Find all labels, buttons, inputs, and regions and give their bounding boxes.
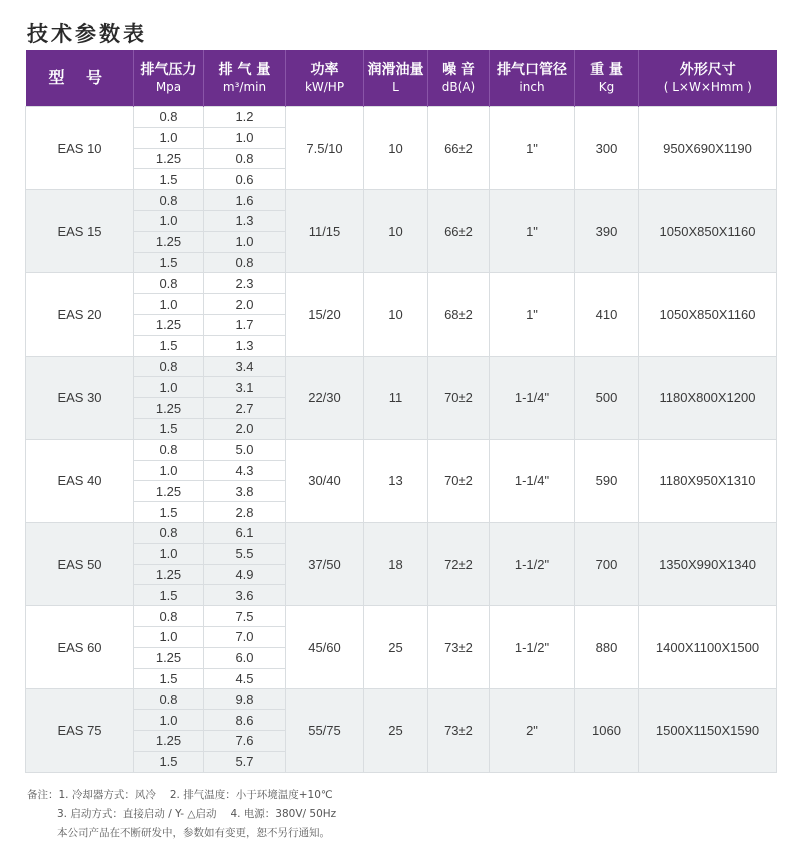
weight-cell: 590 — [575, 439, 639, 522]
table-row — [26, 606, 777, 627]
table-row — [26, 190, 777, 211]
pressure-cell: 1.25 — [134, 647, 204, 668]
note-disclaimer: 本公司产品在不断研发中，参数如有变更，恕不另行通知。 — [57, 827, 330, 839]
header-noise: 噪 音 dB(A) — [428, 50, 490, 107]
size-cell: 1350X990X1340 — [639, 522, 777, 605]
flow-cell: 2.3 — [204, 273, 286, 294]
size-cell: 1400X1100X1500 — [639, 606, 777, 689]
noise-cell: 70±2 — [428, 439, 490, 522]
outlet-cell: 1-1/4" — [490, 356, 575, 439]
header-row — [26, 50, 777, 107]
pressure-cell: 0.8 — [134, 190, 204, 211]
table-row — [26, 107, 777, 128]
flow-cell: 3.6 — [204, 585, 286, 606]
pressure-cell: 1.5 — [134, 751, 204, 772]
pressure-cell: 0.8 — [134, 356, 204, 377]
outlet-cell: 1-1/2" — [490, 522, 575, 605]
header-flow: 排 气 量 m³/min — [204, 50, 286, 107]
pressure-cell: 1.25 — [134, 314, 204, 335]
header-outlet: 排气口管径 inch — [490, 50, 575, 107]
weight-cell: 880 — [575, 606, 639, 689]
flow-cell: 2.0 — [204, 294, 286, 315]
pressure-cell: 1.25 — [134, 481, 204, 502]
weight-cell: 700 — [575, 522, 639, 605]
flow-cell: 9.8 — [204, 689, 286, 710]
flow-cell: 1.0 — [204, 127, 286, 148]
noise-cell: 70±2 — [428, 356, 490, 439]
pressure-cell: 0.8 — [134, 107, 204, 128]
weight-cell: 1060 — [575, 689, 639, 772]
header-oil: 润滑油量 L — [364, 50, 428, 107]
noise-cell: 66±2 — [428, 190, 490, 273]
power-cell: 30/40 — [286, 439, 364, 522]
size-cell: 1050X850X1160 — [639, 273, 777, 356]
flow-cell: 1.0 — [204, 231, 286, 252]
flow-cell: 7.0 — [204, 626, 286, 647]
noise-cell: 66±2 — [428, 107, 490, 190]
weight-cell: 300 — [575, 107, 639, 190]
pressure-cell: 1.0 — [134, 294, 204, 315]
pressure-cell: 1.5 — [134, 585, 204, 606]
flow-cell: 0.8 — [204, 148, 286, 169]
header-size: 外形尺寸 ( L×W×Hmm ) — [639, 50, 777, 107]
flow-cell: 0.8 — [204, 252, 286, 273]
pressure-cell: 0.8 — [134, 439, 204, 460]
page-title: 技术参数表 — [27, 22, 147, 46]
flow-cell: 5.5 — [204, 543, 286, 564]
pressure-cell: 0.8 — [134, 522, 204, 543]
oil-cell: 25 — [364, 689, 428, 772]
model-name: EAS 30 — [26, 356, 134, 439]
power-cell: 55/75 — [286, 689, 364, 772]
flow-cell: 5.0 — [204, 439, 286, 460]
flow-cell: 2.8 — [204, 502, 286, 523]
outlet-cell: 2" — [490, 689, 575, 772]
outlet-cell: 1" — [490, 273, 575, 356]
oil-cell: 11 — [364, 356, 428, 439]
flow-cell: 5.7 — [204, 751, 286, 772]
power-cell: 7.5/10 — [286, 107, 364, 190]
pressure-cell: 1.25 — [134, 398, 204, 419]
flow-cell: 1.3 — [204, 210, 286, 231]
table-row — [26, 356, 777, 377]
size-cell: 1180X800X1200 — [639, 356, 777, 439]
pressure-cell: 1.5 — [134, 502, 204, 523]
oil-cell: 10 — [364, 273, 428, 356]
size-cell: 1500X1150X1590 — [639, 689, 777, 772]
flow-cell: 2.0 — [204, 418, 286, 439]
pressure-cell: 0.8 — [134, 689, 204, 710]
table-row — [26, 689, 777, 710]
pressure-cell: 0.8 — [134, 273, 204, 294]
size-cell: 950X690X1190 — [639, 107, 777, 190]
power-cell: 11/15 — [286, 190, 364, 273]
outlet-cell: 1" — [490, 190, 575, 273]
flow-cell: 6.1 — [204, 522, 286, 543]
table-row — [26, 273, 777, 294]
model-name: EAS 75 — [26, 689, 134, 772]
pressure-cell: 1.5 — [134, 668, 204, 689]
pressure-cell: 1.0 — [134, 543, 204, 564]
model-name: EAS 15 — [26, 190, 134, 273]
pressure-cell: 1.5 — [134, 335, 204, 356]
flow-cell: 8.6 — [204, 710, 286, 731]
footnotes — [27, 786, 336, 843]
power-cell: 22/30 — [286, 356, 364, 439]
pressure-cell: 1.25 — [134, 231, 204, 252]
flow-cell: 3.4 — [204, 356, 286, 377]
header-model: 型 号 — [26, 50, 134, 107]
oil-cell: 18 — [364, 522, 428, 605]
flow-cell: 1.6 — [204, 190, 286, 211]
header-power: 功率 kW/HP — [286, 50, 364, 107]
flow-cell: 1.2 — [204, 107, 286, 128]
pressure-cell: 1.0 — [134, 710, 204, 731]
outlet-cell: 1" — [490, 107, 575, 190]
flow-cell: 4.9 — [204, 564, 286, 585]
header-weight: 重 量 Kg — [575, 50, 639, 107]
pressure-cell: 1.0 — [134, 460, 204, 481]
weight-cell: 410 — [575, 273, 639, 356]
oil-cell: 25 — [364, 606, 428, 689]
header-pressure: 排气压力 Mpa — [134, 50, 204, 107]
flow-cell: 6.0 — [204, 647, 286, 668]
pressure-cell: 1.0 — [134, 626, 204, 647]
pressure-cell: 1.25 — [134, 148, 204, 169]
outlet-cell: 1-1/2" — [490, 606, 575, 689]
outlet-cell: 1-1/4" — [490, 439, 575, 522]
noise-cell: 68±2 — [428, 273, 490, 356]
table-row — [26, 439, 777, 460]
model-name: EAS 50 — [26, 522, 134, 605]
table-body — [26, 107, 777, 773]
flow-cell: 7.6 — [204, 730, 286, 751]
oil-cell: 13 — [364, 439, 428, 522]
pressure-cell: 0.8 — [134, 606, 204, 627]
table-row — [26, 522, 777, 543]
note-line-1: 备注：1. 冷却器方式：风冷 2. 排气温度：小于环境温度+10℃ — [27, 789, 333, 801]
noise-cell: 72±2 — [428, 522, 490, 605]
oil-cell: 10 — [364, 107, 428, 190]
flow-cell: 0.6 — [204, 169, 286, 190]
pressure-cell: 1.0 — [134, 210, 204, 231]
size-cell: 1180X950X1310 — [639, 439, 777, 522]
note-line-2: 3. 启动方式：直接启动 / Y- △启动 4. 电源：380V/ 50Hz — [57, 808, 337, 820]
power-cell: 45/60 — [286, 606, 364, 689]
spec-table — [25, 50, 777, 773]
flow-cell: 1.7 — [204, 314, 286, 335]
power-cell: 15/20 — [286, 273, 364, 356]
noise-cell: 73±2 — [428, 606, 490, 689]
pressure-cell: 1.0 — [134, 377, 204, 398]
table-header — [26, 50, 777, 107]
flow-cell: 7.5 — [204, 606, 286, 627]
flow-cell: 4.3 — [204, 460, 286, 481]
flow-cell: 2.7 — [204, 398, 286, 419]
pressure-cell: 1.5 — [134, 418, 204, 439]
pressure-cell: 1.25 — [134, 730, 204, 751]
model-name: EAS 10 — [26, 107, 134, 190]
pressure-cell: 1.5 — [134, 252, 204, 273]
pressure-cell: 1.0 — [134, 127, 204, 148]
model-name: EAS 20 — [26, 273, 134, 356]
pressure-cell: 1.25 — [134, 564, 204, 585]
weight-cell: 500 — [575, 356, 639, 439]
pressure-cell: 1.5 — [134, 169, 204, 190]
oil-cell: 10 — [364, 190, 428, 273]
weight-cell: 390 — [575, 190, 639, 273]
power-cell: 37/50 — [286, 522, 364, 605]
size-cell: 1050X850X1160 — [639, 190, 777, 273]
flow-cell: 3.1 — [204, 377, 286, 398]
model-name: EAS 60 — [26, 606, 134, 689]
noise-cell: 73±2 — [428, 689, 490, 772]
flow-cell: 1.3 — [204, 335, 286, 356]
flow-cell: 3.8 — [204, 481, 286, 502]
model-name: EAS 40 — [26, 439, 134, 522]
flow-cell: 4.5 — [204, 668, 286, 689]
